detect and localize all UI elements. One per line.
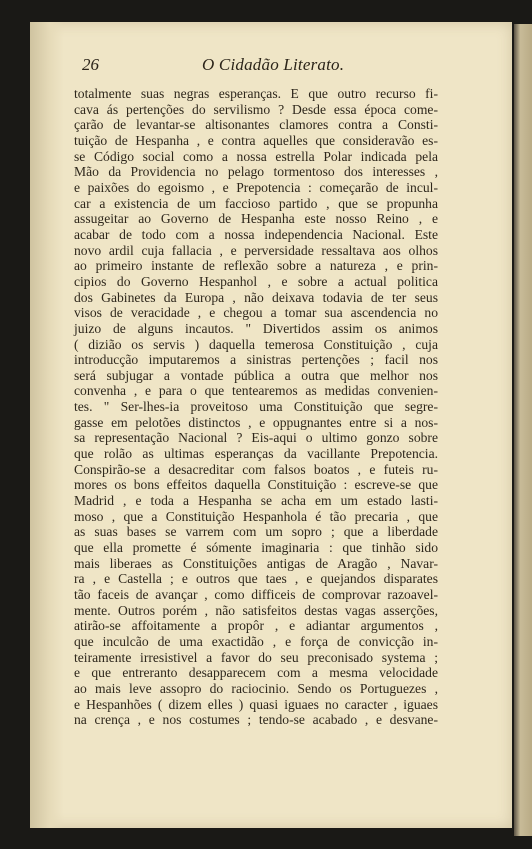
text-line: teiramente irresistivel a favor do seu preconisado systema ; xyxy=(74,649,438,665)
text-line: ( dizião os servis ) daquella temerosa Constituição , cuja xyxy=(74,336,438,352)
text-line: totalmente suas negras esperanças. E que outro recurso fi- xyxy=(74,86,438,101)
text-line: na crença , e nos costumes ; tendo-se acabado , e desvane- xyxy=(74,712,438,728)
text-line: Conspirão-se a desacreditar com falsos boatos , e futeis ru- xyxy=(74,461,438,477)
text-line: mais liberaes as Constituições antigas de Aragão , Navar- xyxy=(74,555,438,571)
text-line: tuição de Hespanha , e contra aquelles que consideravão es- xyxy=(74,132,438,148)
text-line: se Código social como a nossa estrella Polar indicada pela xyxy=(74,148,438,164)
text-line: tes. " Ser-lhes-ia proveitoso uma Constituição que segre- xyxy=(74,399,438,415)
text-line: novo ardil cuja fallacia , e perversidade ressaltava aos olhos xyxy=(74,242,438,258)
text-line: visos de veracidade , e chegou a tomar sua ascendencia no xyxy=(74,305,438,321)
text-line: mente. Outros porém , não satisfeitos destas vagas asserções, xyxy=(74,602,438,618)
text-line: as suas bases se varrem com um sopro ; que a liberdade xyxy=(74,524,438,540)
text-line: e paixões do egoismo , e Prepotencia : começarão de incul- xyxy=(74,179,438,195)
text-line: e que entreranto desapparecem com a mesma velocidade xyxy=(74,665,438,681)
text-line: car a existencia de um faccioso partido , que se propunha xyxy=(74,195,438,211)
text-line: ao mais leve assopro do raciocinio. Sendo os Portuguezes , xyxy=(74,680,438,696)
text-line: assugeitar ao Governo de Hespanha este nosso Reino , e xyxy=(74,211,438,227)
text-line: introducção imputaremos a sinistras pertenções ; facil nos xyxy=(74,352,438,368)
text-line: ao primeiro instante de reflexão sobre a natureza , e prin- xyxy=(74,258,438,274)
text-line: convenha , e para o que tentearemos as medidas convenien- xyxy=(74,383,438,399)
text-line: cava ás pertenções do servilismo ? Desde essa época come- xyxy=(74,101,438,117)
text-line: cipios do Governo Hespanhol , e sobre a actual politica xyxy=(74,273,438,289)
text-line: Mão da Providencia no pelago tormentoso dos interesses , xyxy=(74,164,438,180)
text-line: juizo de alguns incautos. " Divertidos assim os animos xyxy=(74,320,438,336)
body-text xyxy=(74,86,438,728)
text-line: acabar de todo com a nossa independencia Nacional. Este xyxy=(74,226,438,242)
page-number: 26 xyxy=(82,55,99,74)
page-header xyxy=(82,55,442,79)
text-line: que rolão as ultimas esperanças da vacillante Prepotencia. xyxy=(74,446,438,462)
text-line: gasse em pelotões distinctos , e oppugnantes entre si a nos- xyxy=(74,414,438,430)
facing-page-edge xyxy=(514,24,532,836)
text-line: mores os bons effeitos daquella Constituição : escreve-se que xyxy=(74,477,438,493)
text-line: será subjugar a vontade pública a outra que melhor nos xyxy=(74,367,438,383)
text-line: atirão-se affoitamente a propôr , e adiantar argumentos , xyxy=(74,618,438,634)
text-line: çarão de levantar-se altisonantes clamores contra a Consti- xyxy=(74,117,438,133)
text-line: sa representação Nacional ? Eis-aqui o ultimo gonzo sobre xyxy=(74,430,438,446)
text-line: que ella promette é sómente imaginaria : que tinhão sido xyxy=(74,540,438,556)
text-line: e Hespanhões ( dizem elles ) quasi iguaes no caracter , iguaes xyxy=(74,696,438,712)
text-line: tão faceis de avançar , como difficeis de comprovar razoavel- xyxy=(74,587,438,602)
text-line: dos Gabinetes da Europa , não deixava todavia de ter seus xyxy=(74,289,438,305)
running-title: O Cidadão Literato. xyxy=(202,55,345,74)
text-line: Madrid , e toda a Hespanha se acha em um estado lasti- xyxy=(74,493,438,509)
page-gutter-shadow xyxy=(30,22,64,828)
text-line: que inculcão de uma exactidão , e força de convicção in- xyxy=(74,633,438,649)
text-line: moso , que a Constituição Hespanhola é tão precaria , que xyxy=(74,508,438,524)
text-line: ra , e Castella ; e outros que taes , e quejandos disparates xyxy=(74,571,438,587)
